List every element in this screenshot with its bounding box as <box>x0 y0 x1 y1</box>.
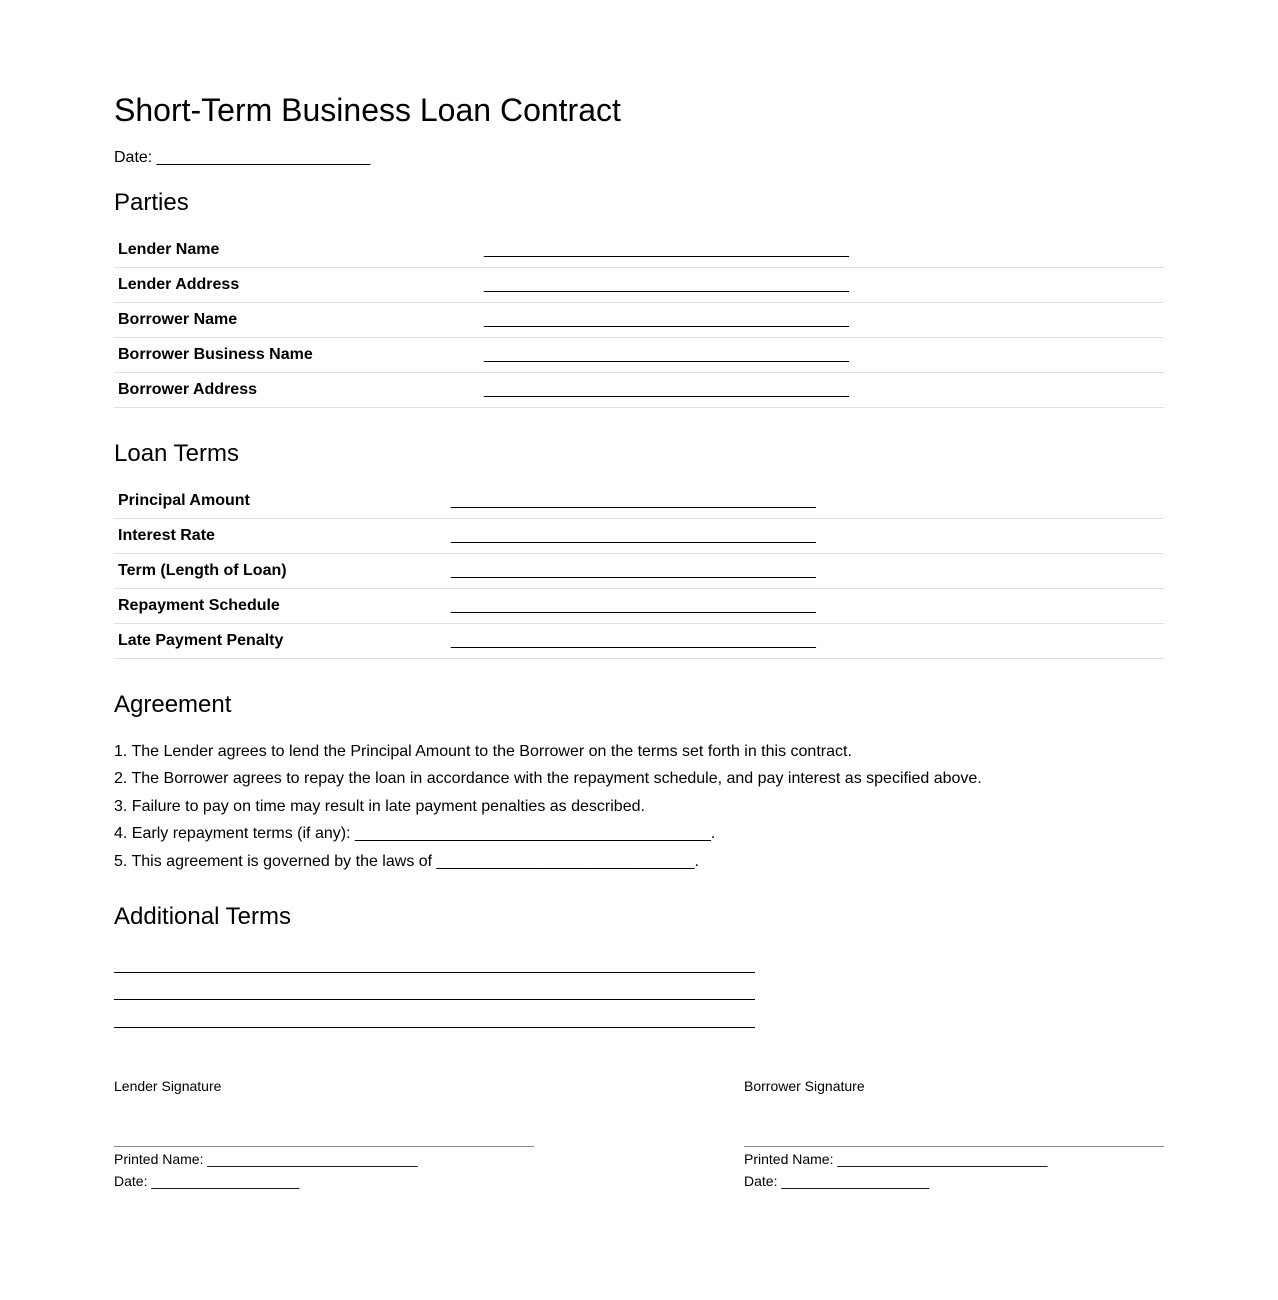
additional-terms-line[interactable] <box>114 973 755 1001</box>
lender-signature-date[interactable]: Date: ___________________ <box>114 1173 300 1189</box>
additional-terms-line[interactable] <box>114 945 755 973</box>
clause-item-governing-law[interactable]: 5. This agreement is governed by the laws of _____________________________. <box>114 852 700 870</box>
field-label: Lender Address <box>114 268 484 303</box>
borrower-signature-block <box>744 1078 1164 1192</box>
clause-item: 3. Failure to pay on time may result in late payment penalties as described. <box>114 797 645 815</box>
lender-printed-name[interactable]: Printed Name: ___________________________ <box>114 1151 418 1167</box>
clause-item-early-repayment[interactable]: 4. Early repayment terms (if any): ________________________________________. <box>114 825 716 843</box>
late-payment-penalty-field[interactable]: _________________________________________ <box>451 624 1164 659</box>
borrower-business-name-field[interactable]: _________________________________________ <box>484 338 1164 373</box>
parties-table <box>114 233 1164 408</box>
loan-terms-table <box>114 484 1164 659</box>
table-row <box>114 233 1164 268</box>
field-label: Term (Length of Loan) <box>114 554 451 589</box>
table-row <box>114 554 1164 589</box>
field-label: Principal Amount <box>114 484 451 519</box>
borrower-signature-label: Borrower Signature <box>744 1078 865 1094</box>
lender-signature-label: Lender Signature <box>114 1078 222 1094</box>
borrower-signature-line[interactable] <box>744 1146 1164 1147</box>
principal-amount-field[interactable]: _________________________________________ <box>451 484 1164 519</box>
table-row <box>114 484 1164 519</box>
table-row <box>114 519 1164 554</box>
field-label: Interest Rate <box>114 519 451 554</box>
date-label: Date: <box>114 149 153 166</box>
date-field[interactable]: ________________________ <box>156 149 371 166</box>
field-label: Late Payment Penalty <box>114 624 451 659</box>
table-row <box>114 268 1164 303</box>
section-heading-loan-terms: Loan Terms <box>114 440 239 467</box>
document-date <box>114 148 370 168</box>
document-title: Short-Term Business Loan Contract <box>114 92 621 128</box>
field-label: Borrower Name <box>114 303 484 338</box>
field-label: Borrower Address <box>114 373 484 408</box>
loan-term-field[interactable]: _________________________________________ <box>451 554 1164 589</box>
field-label: Borrower Business Name <box>114 338 484 373</box>
table-row <box>114 624 1164 659</box>
agreement-clauses <box>114 738 982 875</box>
section-heading-parties: Parties <box>114 189 189 216</box>
section-heading-additional-terms: Additional Terms <box>114 903 291 930</box>
borrower-signature-date[interactable]: Date: ___________________ <box>744 1173 930 1189</box>
lender-signature-block <box>114 1078 534 1192</box>
lender-name-field[interactable]: _________________________________________ <box>484 233 1164 268</box>
table-row <box>114 303 1164 338</box>
additional-terms-line[interactable] <box>114 1000 755 1028</box>
clause-item: 1. The Lender agrees to lend the Principal Amount to the Borrower on the terms set forth in this contract. <box>114 743 852 760</box>
repayment-schedule-field[interactable]: _________________________________________ <box>451 589 1164 624</box>
field-label: Repayment Schedule <box>114 589 451 624</box>
section-heading-agreement: Agreement <box>114 691 232 718</box>
borrower-printed-name[interactable]: Printed Name: ___________________________ <box>744 1151 1048 1167</box>
borrower-address-field[interactable]: _________________________________________ <box>484 373 1164 408</box>
table-row <box>114 373 1164 408</box>
field-label: Lender Name <box>114 233 484 268</box>
lender-signature-line[interactable] <box>114 1146 534 1147</box>
table-row <box>114 589 1164 624</box>
table-row <box>114 338 1164 373</box>
clause-item: 2. The Borrower agrees to repay the loan in accordance with the repayment schedule, and pay interest as specified above. <box>114 770 982 788</box>
interest-rate-field[interactable]: _________________________________________ <box>451 519 1164 554</box>
additional-terms-lines <box>114 945 755 1028</box>
lender-address-field[interactable]: _________________________________________ <box>484 268 1164 303</box>
borrower-name-field[interactable]: _________________________________________ <box>484 303 1164 338</box>
